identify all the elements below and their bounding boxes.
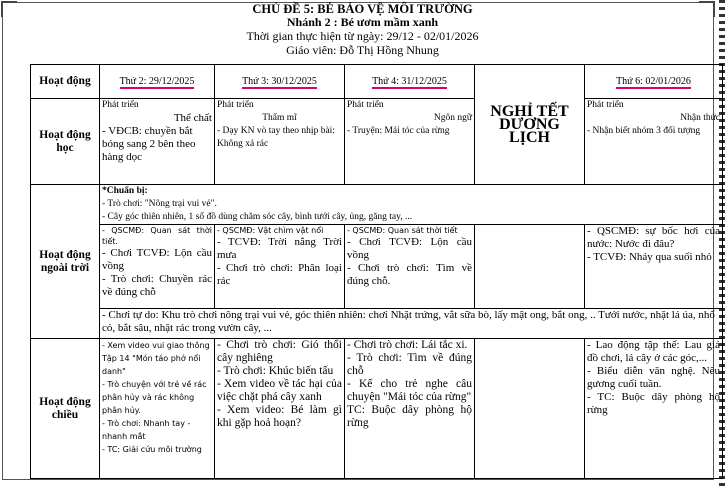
table-row-afternoon bbox=[31, 339, 723, 479]
table-row-outdoor-free-play bbox=[31, 309, 723, 339]
cell-outdoor-wednesday: - QSCMĐ: Quan sát thời tiết - Chơi TCVĐ: Lộn cầu vồng - Chơi trò chơi: Tìm về đúng chỗ. bbox=[345, 225, 475, 309]
holiday-cell: NGHỈ TẾT DƯƠNG LỊCH bbox=[475, 65, 585, 185]
cell-outdoor-preparation: *Chuẩn bị: - Trò chơi: "Nông trại vui vẻ". - Cây góc thiên nhiên, 1 số đồ dùng chăm sóc cây, bình tưới cây, ủng, găng tay, ... bbox=[100, 185, 723, 225]
cell-outdoor-holiday bbox=[475, 225, 585, 309]
day-header-wednesday: Thứ 4: 31/12/2025 bbox=[345, 65, 475, 99]
branch-title: Nhánh 2 : Bé ươm mầm xanh bbox=[286, 15, 439, 29]
cell-afternoon-monday: - Xem video vui giao thông Tập 14 "Món táo phở nổi danh" - Trò chuyện với trẻ về rác phân hủy và rác không phân hủy. - Trò chơi: Nhanh tay - nhanh mắt - TC: Giải cứu môi trường bbox=[100, 339, 215, 479]
cell-learning-tuesday: Phát triển Thẩm mĩ - Dạy KN vò tay theo nhịp bài: Không xả rác bbox=[215, 99, 345, 185]
table-header-row bbox=[31, 65, 723, 99]
table-row-learning bbox=[31, 99, 723, 185]
cell-learning-friday: Phát triển Nhận thức - Nhận biết nhóm 3 đối tượng bbox=[585, 99, 723, 185]
day-header-friday: Thứ 6: 02/01/2026 bbox=[585, 65, 723, 99]
cell-outdoor-monday: - QSCMĐ: Quan sát thời tiết. - Chơi TCVĐ: Lộn cầu vồng - Trò chơi: Chuyền rác về đúng chỗ bbox=[100, 225, 215, 309]
cell-afternoon-holiday bbox=[475, 339, 585, 479]
cell-afternoon-wednesday: - Chơi trò chơi: Lái tắc xi. - Trò chơi: Tìm về đúng chỗ - Kể cho trẻ nghe câu chuyện "Mái tóc của rừng" TC: Buộc dây phòng hộ rừng bbox=[345, 339, 475, 479]
cell-afternoon-friday: - Lao động tập thể: Lau giá đồ chơi, lá cây ở các góc,... - Biểu diễn văn nghệ. Nêu gương cuối tuần. - TC: Buộc dây phòng hộ rừng bbox=[585, 339, 723, 479]
teacher-line: Giáo viên: Đỗ Thị Hồng Nhung bbox=[286, 43, 439, 57]
row-label-afternoon: Hoạt động chiều bbox=[31, 339, 100, 479]
cell-afternoon-tuesday: - Chơi trò chơi: Gió thổi cây nghiêng - Trò chơi: Khúc biến tấu - Xem video về tác hại của việc chặt phá cây xanh - Xem video: Bé làm gì khi gặp hoả hoạn? bbox=[215, 339, 345, 479]
row-label-outdoor: Hoạt động ngoài trời bbox=[31, 185, 100, 339]
cell-learning-wednesday: Phát triển Ngôn ngữ - Truyện: Mái tóc của rừng bbox=[345, 99, 475, 185]
cell-learning-monday: Phát triển Thể chất - VĐCB: chuyền bắt bóng sang 2 bên theo hàng dọc bbox=[100, 99, 215, 185]
table-row-outdoor-prep bbox=[31, 185, 723, 225]
cell-outdoor-friday: - QSCMĐ: sự bốc hơi của nước: Nước đi đâu? - TCVĐ: Nhảy qua suối nhỏ bbox=[585, 225, 723, 309]
theme-title: CHỦ ĐỀ 5: BÉ BẢO VỆ MÔI TRƯỜNG bbox=[252, 2, 473, 16]
table-row-outdoor-daily bbox=[31, 225, 723, 309]
day-header-tuesday: Thứ 3: 30/12/2025 bbox=[215, 65, 345, 99]
day-header-monday: Thứ 2: 29/12/2025 bbox=[100, 65, 215, 99]
row-label-learning: Hoạt động học bbox=[31, 99, 100, 185]
cell-outdoor-tuesday: - QSCMĐ: Vật chìm vật nổi - TCVĐ: Trời nắng Trời mưa - Chơi trò chơi: Phân loại rác bbox=[215, 225, 345, 309]
col-header-activity: Hoạt động bbox=[31, 65, 100, 99]
weekly-plan-table bbox=[30, 64, 723, 479]
cell-outdoor-free-play: - Chơi tự do: Khu trò chơi nông trại vui vẻ, góc thiên nhiên: chơi Nhặt trứng, vắt sữa bò, lấy mật ong, bắt ong, .. Tưới nước, nhặt lá úa, nhổ cỏ, bắt sâu, nhặt rác trong vườn cây, ... bbox=[100, 309, 723, 339]
period-line: Thời gian thực hiện từ ngày: 29/12 - 02/01/2026 bbox=[246, 29, 479, 43]
